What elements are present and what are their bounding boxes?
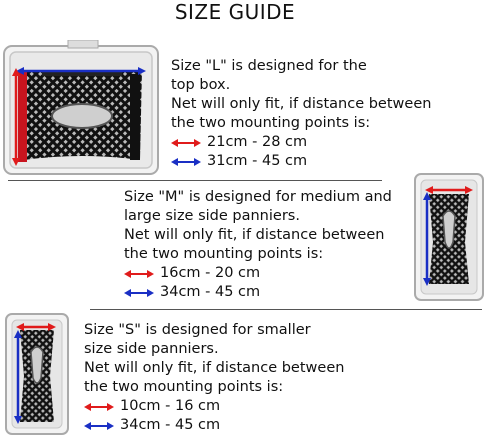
size-s-line-4: the two mounting points is: xyxy=(84,379,284,395)
size-l-line-4: the two mounting points is: xyxy=(171,115,371,131)
top-box-net-illustration xyxy=(2,40,162,180)
size-l-line-1: Size "L" is designed for the xyxy=(171,58,367,74)
size-s-line-1: Size "S" is designed for smaller xyxy=(84,322,311,338)
size-m-line-1: Size "M" is designed for medium and xyxy=(124,189,392,205)
size-m-description xyxy=(124,188,392,302)
size-l-blue-range: 31cm - 45 cm xyxy=(207,153,308,169)
size-m-red-range: 16cm - 20 cm xyxy=(160,265,261,281)
blue-double-arrow-icon xyxy=(171,157,201,167)
size-l-red-range: 21cm - 28 cm xyxy=(207,134,308,150)
pannier-s-net-illustration xyxy=(4,312,70,436)
page-title: SIZE GUIDE xyxy=(174,0,296,24)
size-s-blue-range-row xyxy=(84,416,344,435)
size-s-line-3: Net will only fit, if distance between xyxy=(84,360,345,376)
size-l-line-3: Net will only fit, if distance between xyxy=(171,96,432,112)
red-double-arrow-icon xyxy=(171,138,201,148)
red-double-arrow-icon xyxy=(84,402,114,412)
pannier-m-net-illustration xyxy=(413,172,485,302)
section-divider xyxy=(8,180,382,181)
size-s-description xyxy=(84,321,344,435)
blue-double-arrow-icon xyxy=(84,421,114,431)
size-m-blue-range: 34cm - 45 cm xyxy=(160,284,261,300)
red-double-arrow-icon xyxy=(124,269,154,279)
size-m-line-2: large size side panniers. xyxy=(124,208,300,224)
section-divider xyxy=(90,309,482,310)
size-l-red-range-row xyxy=(171,133,431,152)
blue-double-arrow-icon xyxy=(124,288,154,298)
size-l-description xyxy=(171,57,431,171)
size-m-line-3: Net will only fit, if distance between xyxy=(124,227,385,243)
size-m-red-range-row xyxy=(124,264,392,283)
size-s-blue-range: 34cm - 45 cm xyxy=(120,417,221,433)
size-s-red-range-row xyxy=(84,397,344,416)
size-m-line-4: the two mounting points is: xyxy=(124,246,324,262)
size-l-line-2: top box. xyxy=(171,77,231,93)
size-l-blue-range-row xyxy=(171,152,431,171)
size-s-red-range: 10cm - 16 cm xyxy=(120,398,221,414)
size-s-line-2: size side panniers. xyxy=(84,341,219,357)
size-m-blue-range-row xyxy=(124,283,392,302)
